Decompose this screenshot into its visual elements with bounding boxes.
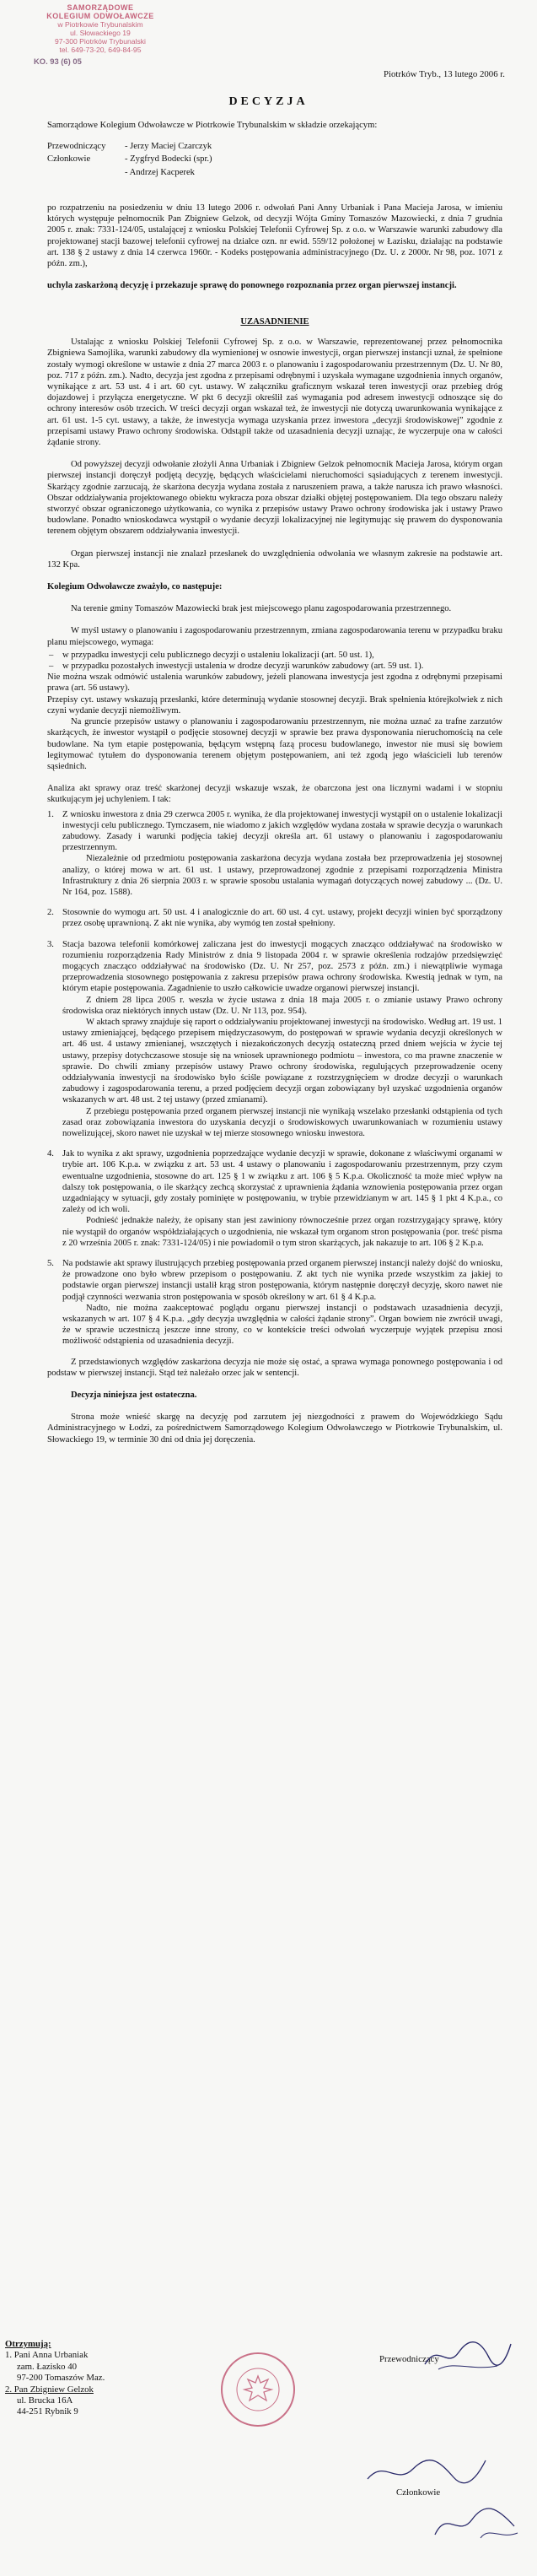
list-item: – w przypadku inwestycji celu publicznego decyzji o ustaleniu lokalizacji (art. 50 ust. 1), (49, 650, 374, 660)
point-1 (62, 809, 502, 899)
sentence-body: po rozpatrzeniu na posiedzeniu w dniu 13 lutego 2006 r. odwołań Pani Anny Urbaniak i Pana Macieja Jarosa, w imieniu których występuje pełnomocnik Pan Zbigniew Gelzok, od decyzji Wójta Gminy Tomaszów Mazowiecki, z dnia 7 grudnia 2005 r. znak: 7331-124/05, ustalającej z wniosku Polskiej Telefonii Cyfrowej Sp. z o.o. w Warszawie warunki zabudowy dla projektowanej stacji bazowej telefonii cyfrowej na działce ozn. nr ewid. 559/12 położonej w Łazisku, działając na podstawie art. 138 § 2 ustawy z dnia 14 czerwca 1960r. - Kodeks postępowania administracyjnego (Dz. U. z 2000r. Nr 98, poz. 1071 z późn. zm.), (47, 203, 502, 269)
chair-signature (422, 2336, 514, 2374)
justification-heading: UZASADNIENIE (240, 317, 309, 327)
eagle-emblem-stamp (221, 2352, 295, 2427)
point-paragraph: Stacja bazowa telefonii komórkowej zaliczana jest do inwestycji mogących znacząco oddziaływać na środowisko w rozumieniu rozporządzenia Rady Ministrów z dnia 9 listopada 2004 r. w sprawie określenia rodzajów przedsięwzięć mogących znacząco oddziaływać na środowisko (Dz. U. Nr 257, poz. 2573 z późn. zm.) i niewątpliwie wymaga przeprowadzenia stosownego postępowania z zakresu przepisów prawa ochrony środowiska. Kwestią jednak w tym, na którym etapie postępowania. Zagadnienie to uszło całkowicie uwadze organowi pierwszej instancji. (62, 939, 502, 994)
stamp-line: ul. Słowackiego 19 (70, 29, 131, 37)
paragraph: Ustalając z wniosku Polskiej Telefonii Cyfrowej Sp. z o.o. w Warszawie, reprezentowanej przez pełnomocnika Zbigniewa Samojlika, warunki zabudowy dla wymienionej w osnowie inwestycji, organ pierwszej instancji uznał, że spełnione zostały wymogi określone w ustawie z dnia 27 marca 2003 r. o planowaniu i zagospodarowaniu przestrzennym (Dz. U. Nr 80, poz. 717 z późn. zm.). Nadto, decyzja jest zgodna z przepisami odrębnymi i uzyskała wymagane uzgodnienia innych organów, wynikające z art. 53 ust. 4 i art. 60 cyt. ustawy. W załączniku graficznym wskazał teren inwestycji oraz przebieg dróg dojazdowej i przyłącza energetyczne. W pkt 6 decyzji określił zaś wymagania pod adresem inwestycji odnoszące się do ochrony interesów osób trzecich. W treści decyzji organ wskazał też, że inwestycji nie dotyczą uwarunkowania wynikające z art. 61 ust. 1-5 cyt. ustawy, a także, że inwestycja wymaga uzyskania przez inwestora „decyzji środowiskowej” zgodnie z przepisami ustawy Prawo ochrony środowiska. Odstąpił także od uzasadnienia decyzji uznając, że wyczerpuje ona w całości żądanie strony. (47, 338, 502, 448)
point-2 (62, 907, 502, 929)
considered-heading: Kolegium Odwoławcze zważyło, co następuje: (47, 582, 223, 592)
paragraph: Na gruncie przepisów ustawy o planowaniu i zagospodarowaniu przestrzennym, nie można uznać za trafne zarzutów skarżących, że inwestor wystąpił o podjęcie stosownej decyzji w sprawie bez prawa dysponowania nieruchomością na cele budowlane. Na tym etapie postępowania, będącym wstępną fazą procesu budowlanego, inwestor nie musi się bowiem legitymować tytułem do dysponowania terenem objętym postępowaniem, ani też zgodą jego właścicieli lub terenów sąsiednich. (47, 717, 502, 771)
members-signature-label: Członkowie (396, 2487, 441, 2498)
paragraph: Nie można wszak odmówić ustalenia warunków zabudowy, jeżeli planowana inwestycja jest zgodna z odrębnymi przepisami prawa (art. 56 ustawy). (47, 672, 502, 694)
member-signature (362, 2454, 489, 2491)
point-paragraph: Z wniosku inwestora z dnia 29 czerwca 2005 r. wynika, że dla projektowanej inwestycji wystąpił on o ustalenie lokalizacji inwestycji celu publicznego. Tymczasem, nie wiadomo z jakich względów wydana została w sprawie decyzja o warunkach zabudowy. Zasady i warunki podjęcia takiej decyzji określa art. 61 ustawy o planowaniu i zagospodarowaniu przestrzennym. (62, 809, 502, 853)
list-item: 2. Stosownie do wymogu art. 50 ust. 4 i analogicznie do art. 60 ust. 4 cyt. ustawy, projekt decyzji winien być sporządzony przez osobę uprawnioną. Z akt nie wynika, aby wymóg ten został spełniony. (47, 908, 502, 929)
panel-composition (47, 141, 502, 178)
point-paragraph: Niezależnie od przedmiotu postępowania zaskarżona decyzja wydana została bez przeprowadzenia jej stosownej analizy, o której mowa w art. 61 ust. 1 ustawy, przeprowadzonej zgodnie z przepisami rozporządzenia Ministra Infrastruktury z dnia 26 sierpnia 2003 r. w sprawie sposobu ustalania wymagań dotyczących nowej zabudowy ... (Dz. U. Nr 164, poz. 1588). (62, 854, 502, 897)
paragraph: Przepisy cyt. ustawy wskazują przesłanki, które determinują wydanie stosownej decyzji. Brak spełnienia którejkolwiek z nich czyni wydanie decyzji niemożliwym. (47, 694, 502, 716)
stamp-line: SAMORZĄDOWE (67, 3, 134, 12)
paragraph: Analiza akt sprawy oraz treść skarżonej decyzji wskazuje wszak, że obarczona jest ona licznymi wadami i w stopniu skutkującym jej uchyleniem. I tak: (47, 784, 502, 805)
point-paragraph: Podnieść jednakże należy, że opisany stan jest zawiniony równocześnie przez organ rozstrzygający sprawę, który nie wystąpił do organów współdziałających o uzgodnienia, nie wskazał tym organom stron postępowania (por. treść pisma z 20 września 2005 r. znak: 7331-124/05) i nie powiadomił o tym stron skarżących, jak nakazuje to art. 106 § 2 K.p.a. (62, 1216, 502, 1248)
point-paragraph: Jak to wynika z akt sprawy, uzgodnienia poprzedzające wydanie decyzji w sprawie, dokonane z właściwymi organami w trybie art. 106 K.p.a. w związku z art. 53 ust. 4 ustawy o planowaniu i zagospodarowaniu przestrzennym, przy czym ewentualne uzgodnienia, stosowne do art. 125 § 1 w związku z art. 106 § 5 K.p.a. Okoliczność ta może mieć wpływ na dalszy tok postępowania, o ile skarżący zechcą skorzystać z uprawnienia żądania wznowienia postępowania przez organ uzgadniający w sytuacji, gdy zostały pominięte w postępowaniu, w trybie przewidzianym w art. 145 § 1 pkt 4 K.p.a., co zależy od ich woli. (62, 1149, 502, 1215)
intro-section (47, 120, 502, 178)
recipient-line: 1. Pani Anna Urbaniak (5, 2350, 89, 2361)
defects-list (47, 809, 502, 1347)
case-number: KO. 93 (6) 05 (34, 57, 82, 66)
paragraph: Organ pierwszej instancji nie znalazł przesłanek do uwzględnienia odwołania we własnym zakresie na podstawie art. 132 Kpa. (47, 548, 502, 570)
recipient-line: 97-200 Tomaszów Maz. (17, 2373, 105, 2384)
paragraph: Od powyższej decyzji odwołanie złożyli Anna Urbaniak i Zbigniew Gelzok pełnomocnik Macieja Jarosa, którym organ pierwszej instancji doręczył podjętą decyzję, będących właścicielami nieruchomości sąsiadujących z terenem inwestycji. Skarżący zgodnie zarzucają, że skarżona decyzja wydana została z naruszeniem prawa, a także narusza ich prawo własności. Obszar oddziaływania projektowanego obiektu wykracza poza obszar działki objętej postępowaniem. Dla tego obszaru należy stworzyć obszar ograniczonego użytkowania, co wynika z przepisów ustawy Prawo ochrony środowiska jak i ustawy Prawo budowlane. Ponadto wnioskodawca wystąpił o wydanie decyzji lokalizacyjnej nie legitymując się prawem do dysponowania terenem objętym obszarem oddziaływania inwestycji. (47, 460, 502, 537)
list-item: 1. Z wniosku inwestora z dnia 29 czerwca 2005 r. wynika, że dla projektowanej inwestycji wystąpił on o ustalenie lokalizacji inwestycji celu publicznego. Tymczasem, nie wiadomo z jakich względów wydana została w sprawie decyzja o warunkach zabudowy. Zasady i warunki podjęcia takiej decyzji określa art. 61 ustawy o planowaniu i zagospodarowaniu przestrzennym. Niezależnie od przedmiotu postępowania zaskarżona decyzja wydana została bez przeprowadzenia jej stosownej analizy, o której mowa w art. 61 ust. 1 ustawy, przeprowadzonej zgodnie z przepisami rozporządzenia Ministra Infrastruktury z dnia 26 sierpnia 2003 r. w sprawie sposobu ustalania wymagań dotyczących nowej zabudowy ... (Dz. U. Nr 164, poz. 1588). (47, 809, 502, 897)
list-item: 3. Stacja bazowa telefonii komórkowej zaliczana jest do inwestycji mogących znacząco oddziaływać na środowisko w rozumieniu rozporządzenia Rady Ministrów z dnia 9 listopada 2004 r. w sprawie określenia rodzajów przedsięwzięć mogących znacząco oddziaływać na środowisko (Dz. U. Nr 257, poz. 2573 z późn. zm.) i niewątpliwie wymaga przeprowadzenia stosownego postępowania z zakresu przepisów prawa ochrony środowiska. Kwestią jednak w tym, na którym etapie postępowania. Zagadnienie to uszło całkowicie uwadze organowi pierwszej instancji. Z dniem 28 lipca 2005 r. weszła w życie ustawa z dnia 18 maja 2005 r. o zmianie ustawy Prawo ochrony środowiska oraz niektórych innych ustaw (Dz. U. Nr 113, poz. 954). W aktach sprawy znajduje się raport o oddziaływaniu projektowanej inwestycji na środowisko. Według art. 19 ust. 1 ustawy zmieniającej, będącego przepisem międzyczasowym, do postępowań w sprawie wydania decyzji określonych w art. 46 ust. 4 ustawy zmienianej, wszczętych i niezakończonych decyzją ostateczną przed dniem wejścia w życie tej ustawy, przepisy dotychczasowe stosuje się na wniosek uprawnionego podmiotu – inwestora, co ma prawne znaczenie w sprawie. Do chwili zmiany przepisów ustawy Prawo ochrony środowiska, regulujących przeprowadzenie oceny oddziaływania inwestycji na środowisko było ściśle powiązane z rozstrzygnięciem w drodze decyzji o warunkach zabudowy i zagospodarowania terenu, a przed podjęciem decyzji organ zobowiązany był uzyskać uzgodnienia organów wskazanych w art. 48 ust. 2 tej ustawy (przed zmianami). Z przebiegu postępowania przed organem pierwszej instancji nie wynikają wszelako przesłanki odstąpienia od tych zasad oraz zobowiązania inwestora do uzyskania decyzji o środowiskowych uwarunkowaniach w rozumieniu ustawy nowelizującej, skoro nawet nie uzyskał w tej mierze stosownego wniosku inwestora. (47, 939, 502, 1138)
paragraph: W myśl ustawy o planowaniu i zagospodarowaniu przestrzennym, zmiana zagospodarowania terenu w przypadku braku planu miejscowego, wymaga: (47, 626, 502, 647)
ruling: uchyla zaskarżoną decyzję i przekazuje sprawę do ponownego rozpoznania przez organ pierwszej instancji. (47, 281, 457, 291)
point-paragraph: Z dniem 28 lipca 2005 r. weszła w życie ustawa z dnia 18 maja 2005 r. o zmianie ustawy Prawo ochrony środowiska oraz niektórych innych ustaw (Dz. U. Nr 113, poz. 954). (62, 995, 502, 1016)
appeal-instruction: Strona może wnieść skargę na decyzję pod zarzutem jej niezgodności z prawem do Wojewódzkiego Sądu Administracyjnego w Łodzi, za pośrednictwem Samorządowego Kolegium Odwoławczego w Piotrkowie Trybunalskim, ul. Słowackiego 19, w terminie 30 dni od dnia jej doręczenia. (47, 1412, 502, 1445)
list-item: 5. Na podstawie akt sprawy ilustrujących przebieg postępowania przed organem pierwszej instancji należy dojść do wniosku, że prowadzone ono było wbrew przepisom o postępowaniu. Z akt tych nie wynika przede wszystkim za jakiej to podstawie organ pierwszej instancji ustalił krąg stron postępowania, którym następnie doręczył decyzję, skoro nawet nie podjął czynności wezwania stron postępowania w sposób określony w art. 61 § 4 K.p.a. Nadto, nie można zaakceptować poglądu organu pierwszej instancji o podstawach uzasadnienia decyzji, wskazanych w art. 107 § 4 K.p.a. „gdy decyzja uwzględnia w całości żądanie strony”. Organ bowiem nie zwrócił uwagi, że w sprawie uczestniczą jeszcze inne strony, co w kontekście treści odwołań wyczerpuje wyjątek przepisu znosi możliwość odstąpienia od uzasadnienia decyzji. (47, 1259, 502, 1347)
point-paragraph: W aktach sprawy znajduje się raport o oddziaływaniu projektowanej inwestycji na środowisko. Według art. 19 ust. 1 ustawy zmieniającej, będącego przepisem międzyczasowym, do postępowań w sprawie wydania decyzji określonych w art. 46 ust. 4 ustawy zmienianej, wszczętych i niezakończonych decyzją ostateczną przed dniem wejścia w życie tej ustawy, przepisy dotychczasowe stosuje się na wniosek uprawnionego podmiotu – inwestora, co ma prawne znaczenie w sprawie. Do chwili zmiany przepisów ustawy Prawo ochrony środowiska, regulujących przeprowadzenie oceny oddziaływania inwestycji na środowisko było ściśle powiązane z rozstrzygnięciem w drodze decyzji o warunkach zabudowy i zagospodarowania terenu, a przed podjęciem decyzji organ zobowiązany był uzyskać uzgodnienia organów wskazanych w art. 48 ust. 2 tej ustawy (przed zmianami). (62, 1017, 502, 1105)
stamp-line: tel. 649-73-20, 649-84-95 (59, 46, 142, 54)
recipient-line: zam. Łazisko 40 (17, 2361, 78, 2372)
sentence-section (47, 203, 502, 291)
point-paragraph: Stosownie do wymogu art. 50 ust. 4 i analogicznie do art. 60 ust. 4 cyt. ustawy, projekt decyzji winien być sporządzony przez osobę uprawnioną. Z akt nie wynika, aby wymóg ten został spełniony. (62, 908, 502, 929)
members-role: Członkowie (47, 154, 91, 165)
chair-signature-label: Przewodniczący (379, 2354, 439, 2364)
justification-section (47, 316, 502, 1445)
chair-role: Przewodniczący (47, 142, 106, 152)
finality-note: Decyzja niniejsza jest ostateczna. (71, 1391, 197, 1401)
list-item: 4. Jak to wynika z akt sprawy, uzgodnienia poprzedzające wydanie decyzji w sprawie, dokonane z właściwymi organami w trybie art. 106 K.p.a. w związku z art. 53 ust. 4 ustawy o planowaniu i zagospodarowaniu przestrzennym, przy czym ewentualne uzgodnienia, stosowne do art. 125 § 1 w związku z art. 106 § 5 K.p.a. Okoliczność ta może mieć wpływ na dalszy tok postępowania, o ile skarżący zechcą skorzystać z uprawnienia żądania wznowienia postępowania przez organ uzgadniający w sytuacji, gdy zostały pominięte w postępowaniu, w trybie przewidzianym w art. 145 § 1 pkt 4 K.p.a., co zależy od ich woli. Podnieść jednakże należy, że opisany stan jest zawiniony równocześnie przez organ rozstrzygający sprawę, który nie wystąpił do organów współdziałających o uzgodnienia, nie wskazał tym organom stron postępowania (por. treść pisma z 20 września 2005 r. znak: 7331-124/05) i nie powiadomił o tym stron skarżących, jak nakazuje to art. 106 § 2 K.p.a. (47, 1149, 502, 1248)
recipient-line: ul. Brucka 16A (17, 2395, 73, 2406)
recipient-line: 44-251 Rybnik 9 (17, 2406, 78, 2417)
place-date: Piotrków Tryb., 13 lutego 2006 r. (384, 69, 505, 79)
point-5 (62, 1258, 502, 1347)
eagle-icon (234, 2366, 282, 2413)
stamp-line: KOLEGIUM ODWOŁAWCZE (46, 12, 154, 20)
recipient-line: 2. Pan Zbigniew Gelzok (5, 2384, 94, 2395)
point-paragraph: Na podstawie akt sprawy ilustrujących przebieg postępowania przed organem pierwszej instancji należy dojść do wniosku, że prowadzone ono było wbrew przepisom o postępowaniu. Z akt tych nie wynika przede wszystkim za jakiej to podstawie organ pierwszej instancji ustalił krąg stron postępowania, którym następnie doręczył decyzję, skoro nawet nie podjął czynności wezwania stron postępowania w sposób określony w art. 61 § 4 K.p.a. (62, 1259, 502, 1302)
requirements-list (47, 650, 502, 672)
list-item: – w przypadku pozostałych inwestycji ustalenia w drodze decyzji warunków zabudowy (art. 59 ust. 1). (49, 662, 424, 672)
stamp-line: 97-300 Piotrków Trybunalski (55, 37, 146, 46)
chair-name: - Jerzy Maciej Czarczyk (125, 142, 212, 152)
member-signature (430, 2501, 523, 2543)
intro-text: Samorządowe Kolegium Odwoławcze w Piotrkowie Trybunalskim w składzie orzekającym: (47, 121, 378, 130)
document-title: DECYZJA (228, 95, 309, 108)
recipients (5, 2339, 105, 2418)
point-paragraph: Nadto, nie można zaakceptować poglądu organu pierwszej instancji o podstawach uzasadnienia decyzji, wskazanych w art. 107 § 4 K.p.a. „gdy decyzja uwzględnia w całości żądanie strony”. Organ bowiem nie zwrócił uwagi, że w sprawie uczestniczą jeszcze inne strony, co w kontekście treści odwołań wyczerpuje wyjątek przepisu znosi możliwość odstąpienia od uzasadnienia decyzji. (62, 1303, 502, 1347)
member-name: - Zygfryd Bodecki (spr.) (125, 154, 212, 165)
member-name: - Andrzej Kacperek (125, 167, 195, 177)
point-3 (62, 939, 502, 1140)
point-4 (62, 1148, 502, 1249)
institution-stamp (34, 3, 167, 66)
point-paragraph: Z przebiegu postępowania przed organem pierwszej instancji nie wynikają wszelako przesłanki odstąpienia od tych zasad oraz zobowiązania inwestora do uzyskania decyzji o środowiskowych uwarunkowaniach w rozumieniu ustawy nowelizującej, skoro nawet nie uzyskał w tej mierze stosownego wniosku inwestora. (62, 1106, 502, 1138)
footer (0, 2327, 537, 2572)
paragraph: Z przedstawionych względów zaskarżona decyzja nie może się ostać, a sprawa wymaga ponownego postępowania i od podstaw w pierwszej instancji. Stąd też należało orzec jak w sentencji. (47, 1357, 502, 1378)
recipients-heading: Otrzymują: (5, 2339, 51, 2349)
stamp-line: w Piotrkowie Trybunalskim (57, 20, 143, 29)
paragraph: Na terenie gminy Tomaszów Mazowiecki brak jest miejscowego planu zagospodarowania przestrzennego. (71, 604, 452, 614)
